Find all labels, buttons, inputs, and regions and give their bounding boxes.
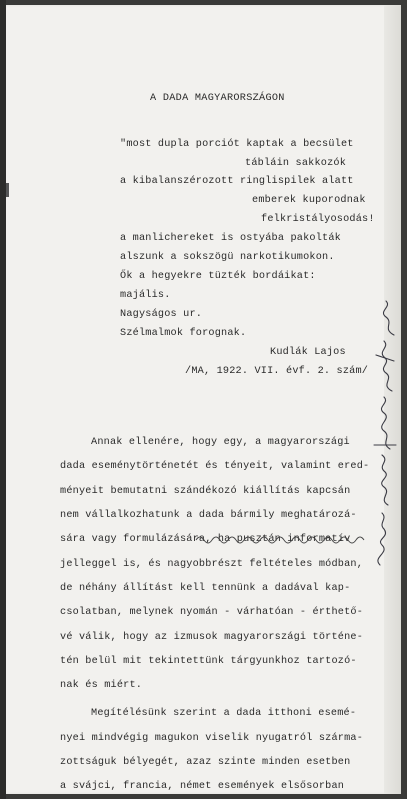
poem-line: alszunk a sokszögü narkotikumokon. <box>120 252 335 263</box>
margin-mark <box>6 183 9 197</box>
poem-line: Nagyságos ur. <box>120 309 203 320</box>
body-line: jelleggel is, és nagyobbrészt feltételes módban, <box>60 559 364 570</box>
poem-line: emberek kuporodnak <box>252 195 366 206</box>
body-line: csolatban, melynek nyomán - várhatóan - érthető- <box>60 607 364 618</box>
body-line: sára vagy formulázására, ha pusztán informatív <box>60 534 351 545</box>
document-page <box>6 5 401 794</box>
body-line: tén belül mit tekintettünk tárgyunkhoz tartozó- <box>60 656 357 667</box>
handwritten-margin-note <box>366 295 406 575</box>
poem-line: a kibalanszérozott ringlispilek alatt <box>120 176 354 187</box>
poem-line: "most dupla porciót kaptak a becsület <box>120 139 354 150</box>
handwritten-underline <box>194 532 374 544</box>
poem-line: Ők a hegyekre tüzték bordáikat: <box>120 271 316 282</box>
body-line: nyei mindvégig magukon viselik nyugatról szárma- <box>60 733 364 744</box>
body-line: Megítélésünk szerint a dada itthoni esemé- <box>91 708 357 719</box>
document-title: A DADA MAGYARORSZÁGON <box>150 93 285 104</box>
body-line: nak és miért. <box>60 680 143 691</box>
body-line: de néhány állítást kell tennünk a dadával kap- <box>60 583 351 594</box>
body-line: a svájci, francia, német események elsősorban <box>60 781 345 792</box>
poem-author: Kudlák Lajos <box>270 347 346 358</box>
body-line: vé válik, hogy az izmusok magyarországi történe- <box>60 632 364 643</box>
body-line: Annak ellenére, hogy egy, a magyarországi <box>91 437 350 448</box>
poem-line: tábláin sakkozók <box>245 158 347 169</box>
poem-line: Szélmalmok forognak. <box>120 328 247 339</box>
body-line: ményeit bemutatni szándékozó kiállítás kapcsán <box>60 486 351 497</box>
poem-line: a manlichereket is ostyába pakolták <box>120 233 341 244</box>
poem-line: majális. <box>120 290 171 301</box>
body-line: nem vállalkozhatunk a dada bármily meghatározá- <box>60 510 357 521</box>
body-line: dada eseménytörténetét és tényeit, valamint ered- <box>60 461 370 472</box>
body-line: zottságuk bélyegét, azaz szinte minden esetben <box>60 757 351 768</box>
poem-source: /MA, 1922. VII. évf. 2. szám/ <box>185 366 369 377</box>
poem-line: felkristályosodás! <box>261 214 375 225</box>
